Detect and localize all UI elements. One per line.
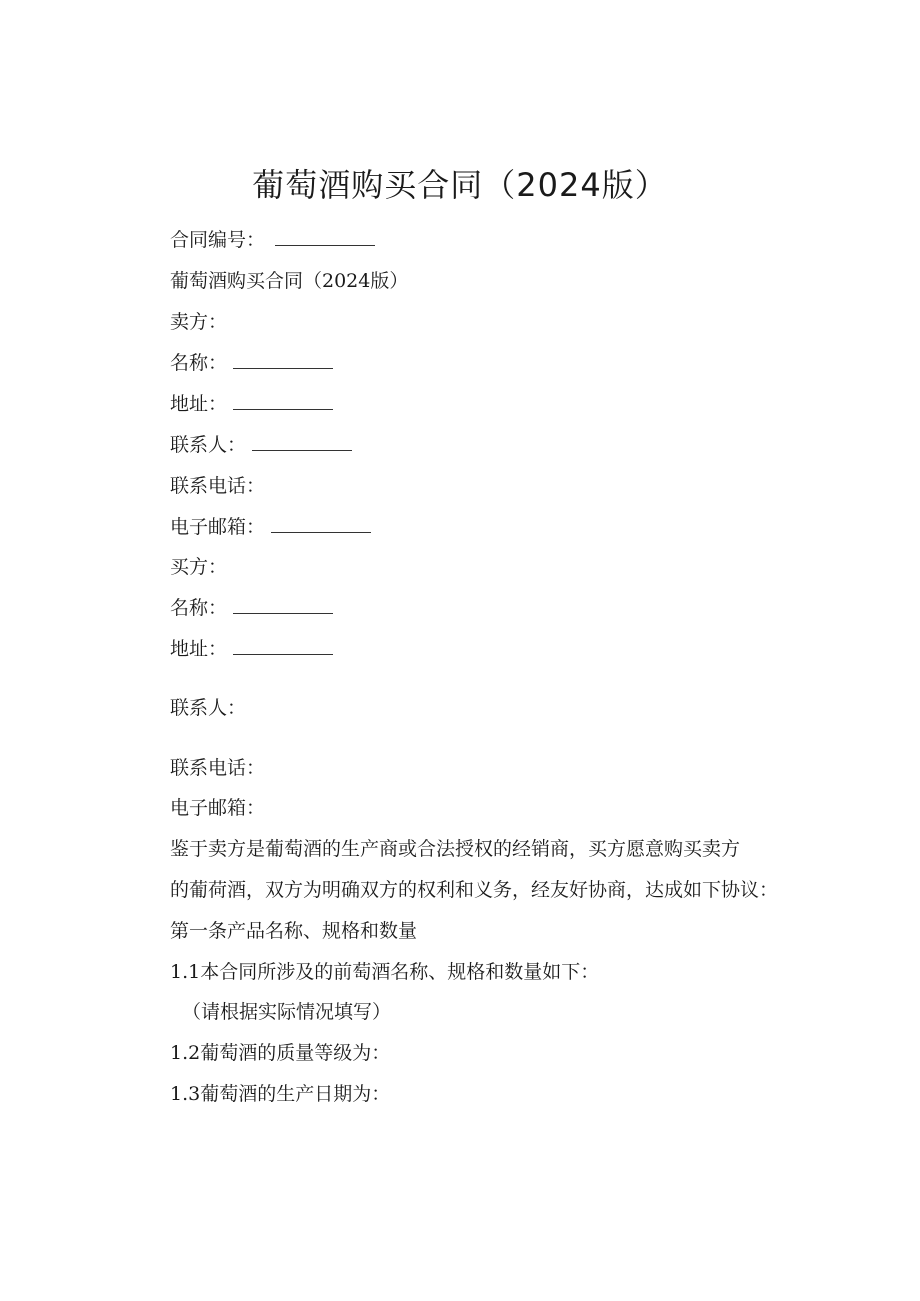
preamble-line-1: 鉴于卖方是葡萄酒的生产商或合法授权的经销商，买方愿意购买卖方 (170, 838, 741, 860)
contract-number-line (170, 227, 375, 253)
seller-contact-blank[interactable] (252, 432, 352, 451)
contract-number-label: 合同编号： (170, 229, 266, 251)
seller-heading: 卖方： (170, 311, 228, 333)
clause-1-2: 1.2葡萄酒的质量等级为： (170, 1042, 391, 1064)
seller-email-label: 电子邮箱： (170, 516, 266, 538)
preamble-line-2: 的葡荷酒，双方为明确双方的权利和义务，经友好协商，达成如下协议： (170, 879, 779, 901)
buyer-name-label: 名称： (170, 597, 228, 619)
buyer-heading: 买方： (170, 556, 228, 578)
clause-1-1-note: （请根据实际情况填写） (182, 1001, 392, 1023)
contract-number-blank[interactable] (275, 227, 375, 246)
article-1-heading: 第一条产品名称、规格和数量 (170, 920, 418, 942)
buyer-address-blank[interactable] (233, 636, 333, 655)
buyer-address-line (170, 636, 333, 662)
buyer-contact-label: 联系人： (170, 697, 247, 719)
seller-email-blank[interactable] (271, 514, 371, 533)
buyer-address-label: 地址： (170, 638, 228, 660)
buyer-phone-label: 联系电话： (170, 757, 266, 779)
seller-address-line (170, 391, 333, 417)
buyer-name-blank[interactable] (233, 595, 333, 614)
document-title: 葡萄酒购买合同（2024版） (252, 166, 668, 204)
document-subtitle: 葡萄酒购买合同（2024版） (170, 270, 409, 292)
seller-email-line (170, 514, 371, 540)
seller-name-line (170, 350, 333, 376)
seller-address-label: 地址： (170, 393, 228, 415)
seller-contact-line (170, 432, 352, 458)
seller-address-blank[interactable] (233, 391, 333, 410)
seller-name-label: 名称： (170, 352, 228, 374)
buyer-email-label: 电子邮箱： (170, 797, 266, 819)
seller-name-blank[interactable] (233, 350, 333, 369)
clause-1-3: 1.3葡萄酒的生产日期为： (170, 1083, 391, 1105)
clause-1-1: 1.1本合同所涉及的前萄酒名称、规格和数量如下： (170, 961, 600, 983)
seller-phone-label: 联系电话： (170, 475, 266, 497)
seller-contact-label: 联系人： (170, 434, 247, 456)
buyer-name-line (170, 595, 333, 621)
